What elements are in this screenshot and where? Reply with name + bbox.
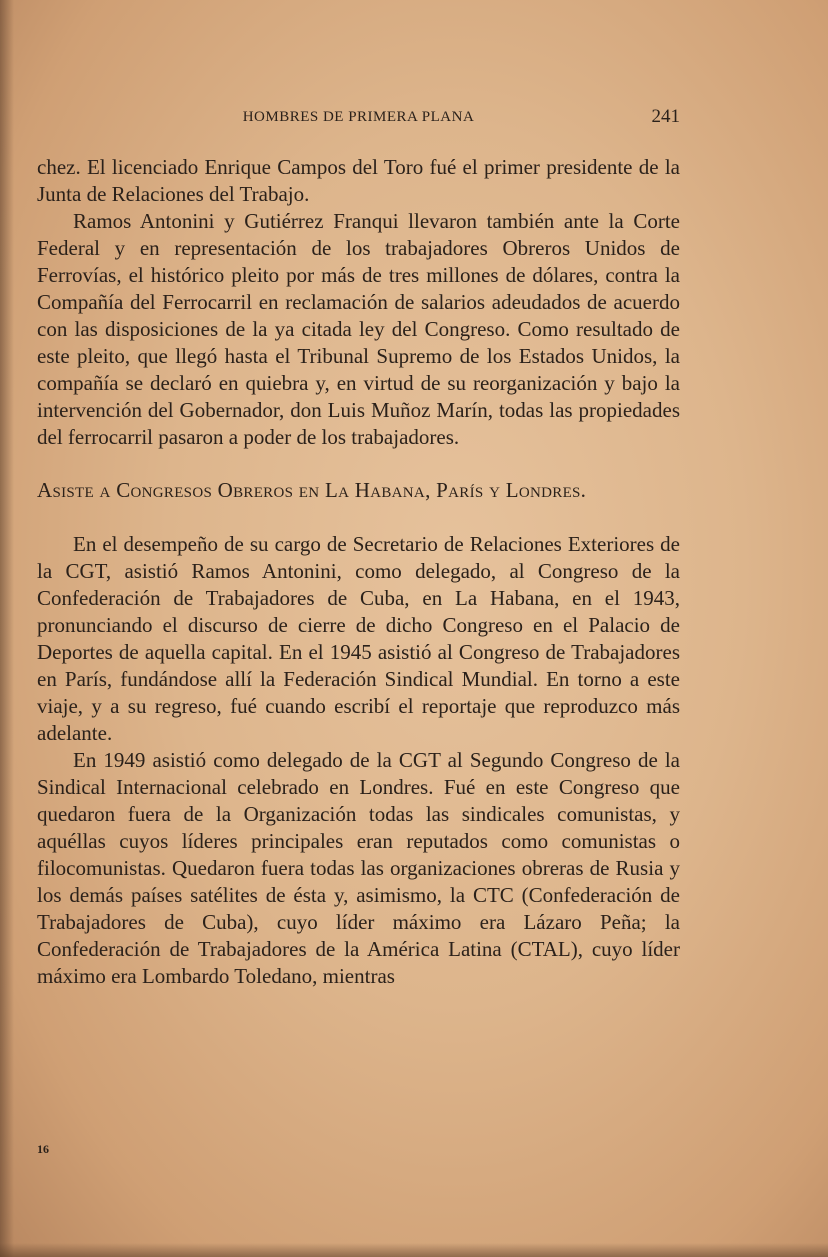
page-number: 241	[651, 106, 680, 127]
signature-mark: 16	[37, 1142, 49, 1156]
paragraph: Ramos Antonini y Gutiérrez Franqui llevaron también ante la Corte Federal y en representación de los trabajadores Obreros Unidos de Ferrovías, el histórico pleito por más de tres millones de dólares, contra la Compañía del Ferrocarril en reclamación de salarios adeudados de acuerdo con las disposiciones de la ya citada ley del Congreso. Como resultado de este pleito, que llegó hasta el Tribunal Supremo de los Estados Unidos, la compañía se declaró en quiebra y, en virtud de su reorganización y bajo la intervención del Gobernador, don Luis Muñoz Marín, todas las propiedades del ferrocarril pasaron a poder de los trabajadores.	[37, 209, 680, 449]
running-head	[37, 104, 680, 130]
running-title: HOMBRES DE PRIMERA PLANA	[242, 109, 475, 125]
section-heading: Asiste a Congresos Obreros en La Habana, París y Londres.	[37, 478, 587, 502]
paragraph: En el desempeño de su cargo de Secretario de Relaciones Exteriores de la CGT, asistió Ramos Antonini, como delegado, al Congreso de la Confederación de Trabajadores de Cuba, en La Habana, en el 1943, pronunciando el discurso de cierre de dicho Congreso en el Palacio de Deportes de aquella capital. En el 1945 asistió al Congreso de Trabajadores en París, fundándose allí la Federación Sindical Mundial. En torno a este viaje, y a su regreso, fué cuando escribí el reportaje que reproduzco más adelante.	[37, 532, 680, 745]
body-text	[37, 154, 680, 990]
paragraph: chez. El licenciado Enrique Campos del Toro fué el primer presidente de la Junta de Relaciones del Trabajo.	[37, 155, 680, 206]
paragraph: En 1949 asistió como delegado de la CGT al Segundo Congreso de la Sindical Internacional celebrado en Londres. Fué en este Congreso que quedaron fuera de la Organización todas las sindicales comunistas, y aquéllas cuyos líderes principales eran reputados como comunistas o filocomunistas. Quedaron fuera todas las organizaciones obreras de Rusia y los demás países satélites de ésta y, asimismo, la CTC (Confederación de Trabajadores de Cuba), cuyo líder máximo era Lázaro Peña; la Confederación de Trabajadores de la América Latina (CTAL), cuyo líder máximo era Lombardo Toledano, mientras	[37, 748, 680, 988]
